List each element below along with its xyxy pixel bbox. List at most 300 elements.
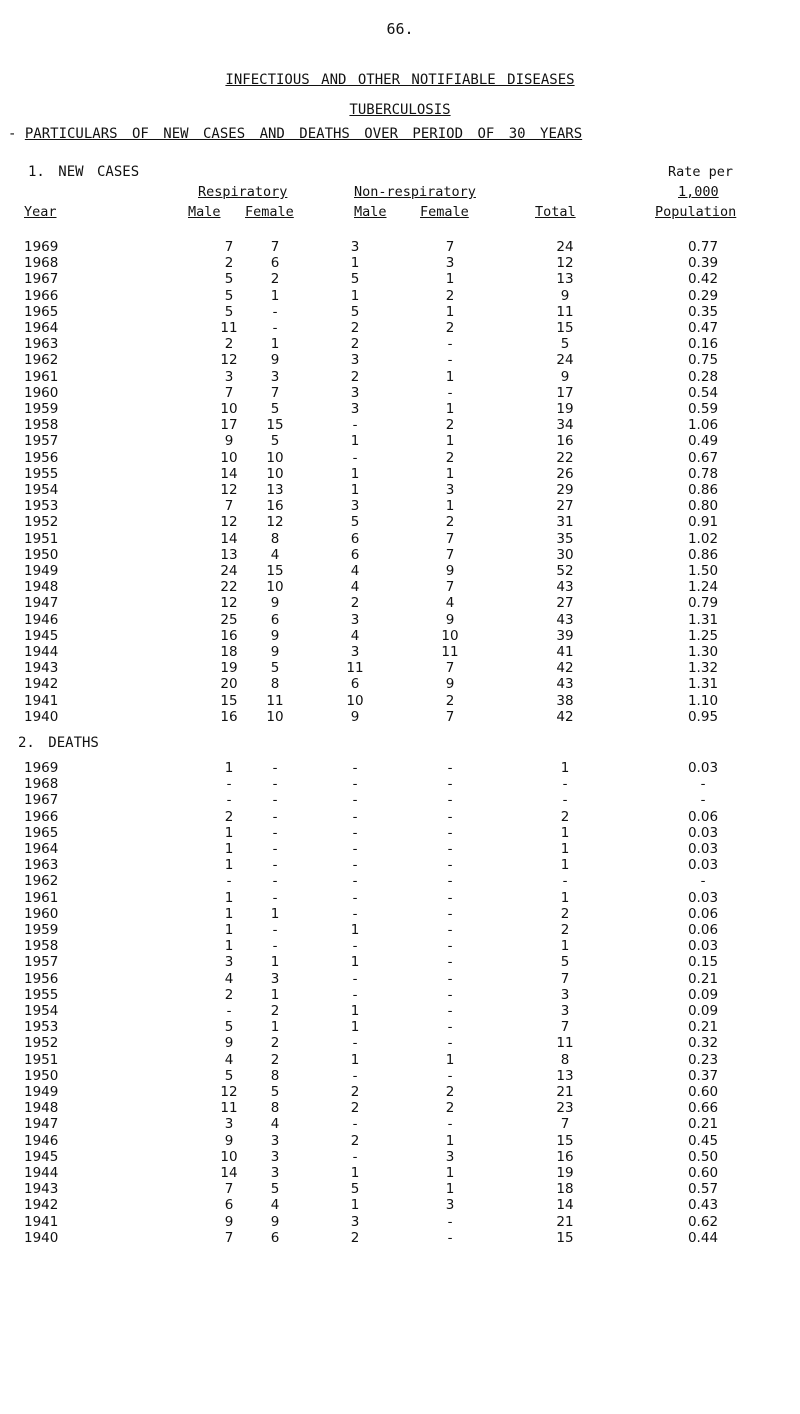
respiratory-male-cell: 19 <box>220 660 238 677</box>
rate-cell: 0.45 <box>687 1132 719 1149</box>
rate-cell: 0.42 <box>687 271 719 288</box>
year-cell: 1966 <box>24 287 59 304</box>
respiratory-female-cell: 13 <box>266 482 284 498</box>
deaths-row <box>0 825 800 841</box>
respiratory-female-cell: - <box>272 922 278 938</box>
non-respiratory-male-cell: 3 <box>350 1213 360 1230</box>
non-respiratory-male-cell: 9 <box>350 708 360 725</box>
new-cases-row <box>0 466 800 482</box>
rate-cell: 0.06 <box>687 905 719 922</box>
non-respiratory-male-cell: 3 <box>350 239 360 255</box>
non-respiratory-male-cell: 2 <box>350 320 360 336</box>
new-cases-row <box>0 271 800 287</box>
non-respiratory-female-cell: 2 <box>445 1084 455 1100</box>
rate-cell: 1.25 <box>687 627 719 644</box>
new-cases-row <box>0 563 800 579</box>
non-respiratory-female-cell: - <box>447 352 453 369</box>
non-respiratory-male-cell: - <box>352 905 358 922</box>
year-cell: 1948 <box>24 579 59 596</box>
respiratory-female-cell: 1 <box>270 905 280 922</box>
deaths-row <box>0 857 800 873</box>
rate-cell: 0.60 <box>687 1084 719 1100</box>
respiratory-male-cell: 10 <box>220 1148 238 1165</box>
deaths-row <box>0 1035 800 1051</box>
year-cell: 1948 <box>24 1100 59 1117</box>
new-cases-row <box>0 482 800 498</box>
rate-cell: 0.09 <box>687 986 719 1003</box>
respiratory-female-cell: 8 <box>270 530 280 547</box>
year-cell: 1949 <box>24 1084 59 1100</box>
deaths-row <box>0 922 800 938</box>
total-cell: 11 <box>556 1035 574 1052</box>
non-respiratory-female-cell: - <box>447 1229 453 1246</box>
year-cell: 1957 <box>24 433 59 450</box>
deaths-row <box>0 1133 800 1149</box>
deaths-row <box>0 971 800 987</box>
respiratory-male-cell: 22 <box>220 579 238 596</box>
non-respiratory-female-cell: 1 <box>445 303 455 320</box>
respiratory-female-cell: 9 <box>270 627 280 644</box>
respiratory-male-cell: 5 <box>224 1019 234 1036</box>
respiratory-male-cell: 10 <box>220 449 238 466</box>
non-respiratory-male-cell: 2 <box>350 1229 360 1246</box>
non-respiratory-female-cell: 7 <box>445 660 455 677</box>
non-respiratory-male-cell: 4 <box>350 627 360 644</box>
total-cell: 43 <box>556 611 574 628</box>
rate-cell: 0.59 <box>687 401 719 417</box>
total-cell: 11 <box>556 303 574 320</box>
new-cases-row <box>0 514 800 530</box>
total-header <box>535 204 576 220</box>
year-cell: 1940 <box>24 708 59 725</box>
non-respiratory-male-cell: 1 <box>350 922 360 938</box>
rate-header-line1: Rate per <box>668 164 734 180</box>
respiratory-male-cell: 18 <box>220 644 238 660</box>
year-cell: 1960 <box>24 384 59 401</box>
respiratory-female-cell: 10 <box>266 708 284 725</box>
non-respiratory-female-cell: - <box>447 986 453 1003</box>
respiratory-female-cell: 5 <box>270 433 280 450</box>
respiratory-female-cell: - <box>272 320 278 336</box>
non-respiratory-female-cell: 9 <box>445 563 455 579</box>
rate-header-line2 <box>678 184 719 200</box>
rate-cell: 0.03 <box>687 938 719 955</box>
total-cell: 1 <box>560 857 570 874</box>
respiratory-male-cell: 7 <box>224 1229 234 1246</box>
rate-cell: 0.32 <box>687 1035 719 1052</box>
year-cell: 1962 <box>24 352 59 369</box>
non-respiratory-female-cell: 7 <box>445 239 455 255</box>
respiratory-male-cell: 15 <box>220 692 238 709</box>
year-cell: 1963 <box>24 857 59 874</box>
page-number: 66. <box>386 20 414 38</box>
year-cell: 1946 <box>24 611 59 628</box>
total-cell: 24 <box>556 352 574 369</box>
respiratory-male-cell: 14 <box>220 465 238 482</box>
non-respiratory-female-cell: 7 <box>445 530 455 547</box>
deaths-row <box>0 1003 800 1019</box>
year-cell: 1951 <box>24 530 59 547</box>
year-cell: 1967 <box>24 271 59 288</box>
deaths-row <box>0 792 800 808</box>
respiratory-male-cell: 2 <box>224 336 234 353</box>
respiratory-header-text: Respiratory <box>198 184 288 200</box>
total-cell: 3 <box>560 986 570 1003</box>
total-cell: 16 <box>556 433 574 450</box>
respiratory-female-cell: - <box>272 873 278 890</box>
year-cell: 1964 <box>24 320 59 336</box>
non-respiratory-male-cell: 1 <box>350 482 360 498</box>
year-cell: 1965 <box>24 303 59 320</box>
non-respiratory-male-cell: 1 <box>350 255 360 272</box>
respiratory-female-cell: - <box>272 792 278 809</box>
year-cell: 1956 <box>24 970 59 987</box>
deaths-row <box>0 1084 800 1100</box>
respiratory-male-cell: 3 <box>224 368 234 385</box>
total-cell: 38 <box>556 692 574 709</box>
total-cell: 7 <box>560 970 570 987</box>
respiratory-female-cell: - <box>272 889 278 906</box>
respiratory-female-cell: 4 <box>270 1116 280 1133</box>
total-cell: 39 <box>556 627 574 644</box>
table-heading-text: PARTICULARS OF NEW CASES AND DEATHS OVER PERIOD OF 30 YEARS <box>24 126 583 142</box>
total-cell: 21 <box>556 1213 574 1230</box>
deaths-row <box>0 1019 800 1035</box>
total-cell: 15 <box>556 320 574 336</box>
non-respiratory-male-cell: 5 <box>350 303 360 320</box>
total-cell: 43 <box>556 676 574 693</box>
new-cases-row <box>0 693 800 709</box>
total-cell: 34 <box>556 417 574 434</box>
rate-cell: 0.03 <box>687 760 719 776</box>
deaths-row <box>0 776 800 792</box>
total-cell: 17 <box>556 384 574 401</box>
year-cell: 1968 <box>24 255 59 272</box>
non-respiratory-male-cell: 2 <box>350 1132 360 1149</box>
respiratory-female-cell: 5 <box>270 660 280 677</box>
new-cases-row <box>0 304 800 320</box>
total-cell: 41 <box>556 644 574 660</box>
new-cases-row <box>0 433 800 449</box>
respiratory-male-cell: 5 <box>224 303 234 320</box>
total-cell: 19 <box>556 401 574 417</box>
rate-cell: 0.06 <box>687 808 719 825</box>
respiratory-female-cell: - <box>272 760 278 776</box>
respiratory-female-cell: - <box>272 938 278 955</box>
non-respiratory-female-cell: - <box>447 808 453 825</box>
respiratory-male-cell: 4 <box>224 970 234 987</box>
non-respiratory-female-cell: 1 <box>445 465 455 482</box>
document-title <box>0 72 800 88</box>
non-respiratory-male-cell: 1 <box>350 433 360 450</box>
year-cell: 1958 <box>24 417 59 434</box>
total-cell: 2 <box>560 905 570 922</box>
respiratory-female-cell: 1 <box>270 954 280 971</box>
respiratory-male-cell: 5 <box>224 271 234 288</box>
respiratory-header <box>198 184 287 200</box>
total-cell: 42 <box>556 708 574 725</box>
year-cell: 1951 <box>24 1051 59 1068</box>
non-respiratory-male-cell: 5 <box>350 1181 360 1198</box>
respiratory-male-cell: 1 <box>224 905 234 922</box>
respiratory-female-cell: 5 <box>270 401 280 417</box>
respiratory-male-cell: 12 <box>220 595 238 612</box>
year-cell: 1943 <box>24 1181 59 1198</box>
rate-cell: 0.91 <box>687 514 719 531</box>
rate-cell: 0.54 <box>687 384 719 401</box>
new-cases-row <box>0 288 800 304</box>
non-respiratory-male-cell: 5 <box>350 271 360 288</box>
year-cell: 1947 <box>24 1116 59 1133</box>
respiratory-male-cell: 20 <box>220 676 238 693</box>
deaths-row <box>0 809 800 825</box>
rate-cell: 0.09 <box>687 1003 719 1019</box>
year-cell: 1945 <box>24 627 59 644</box>
respiratory-female-header <box>245 204 294 220</box>
non-respiratory-male-cell: - <box>352 1067 358 1084</box>
non-respiratory-female-cell: - <box>447 841 453 857</box>
non-respiratory-female-cell: 3 <box>445 1197 455 1214</box>
year-cell: 1957 <box>24 954 59 971</box>
non-respiratory-male-cell: 5 <box>350 514 360 531</box>
non-respiratory-female-cell: 2 <box>445 417 455 434</box>
total-cell: - <box>562 792 568 809</box>
respiratory-male-cell: 1 <box>224 760 234 776</box>
non-respiratory-female-cell: - <box>447 922 453 938</box>
total-cell: 9 <box>560 287 570 304</box>
year-header <box>24 204 57 220</box>
non-respiratory-male-header-text: Male <box>354 204 387 220</box>
respiratory-female-cell: 3 <box>270 1132 280 1149</box>
non-respiratory-male-cell: 1 <box>350 465 360 482</box>
respiratory-male-cell: 3 <box>224 954 234 971</box>
deaths-row <box>0 1149 800 1165</box>
respiratory-female-cell: 9 <box>270 1213 280 1230</box>
respiratory-male-cell: 2 <box>224 986 234 1003</box>
respiratory-male-cell: 1 <box>224 922 234 938</box>
new-cases-row <box>0 320 800 336</box>
deaths-row <box>0 1214 800 1230</box>
respiratory-female-cell: - <box>272 303 278 320</box>
total-cell: 1 <box>560 824 570 841</box>
non-respiratory-male-cell: - <box>352 417 358 434</box>
rate-cell: 0.03 <box>687 889 719 906</box>
respiratory-female-cell: - <box>272 857 278 874</box>
respiratory-female-cell: 1 <box>270 986 280 1003</box>
deaths-row <box>0 954 800 970</box>
rate-cell: 0.28 <box>687 368 719 385</box>
rate-header-line3 <box>655 204 736 220</box>
table-heading: - PARTICULARS OF NEW CASES AND DEATHS OVER PERIOD OF 30 YEARS <box>8 126 583 142</box>
total-cell: 9 <box>560 368 570 385</box>
respiratory-male-cell: 1 <box>224 889 234 906</box>
non-respiratory-female-cell: 2 <box>445 287 455 304</box>
year-cell: 1955 <box>24 465 59 482</box>
respiratory-male-cell: 1 <box>224 824 234 841</box>
respiratory-male-cell: 7 <box>224 384 234 401</box>
non-respiratory-male-cell: - <box>352 938 358 955</box>
new-cases-row <box>0 628 800 644</box>
non-respiratory-male-cell: - <box>352 970 358 987</box>
non-respiratory-male-cell: 1 <box>350 287 360 304</box>
total-header-text: Total <box>535 204 576 220</box>
non-respiratory-female-cell: - <box>447 1035 453 1052</box>
new-cases-row <box>0 595 800 611</box>
total-cell: 30 <box>556 546 574 563</box>
deaths-row <box>0 760 800 776</box>
non-respiratory-male-cell: - <box>352 449 358 466</box>
year-cell: 1965 <box>24 824 59 841</box>
non-respiratory-female-cell: 3 <box>445 1148 455 1165</box>
respiratory-male-cell: 12 <box>220 352 238 369</box>
new-cases-row <box>0 401 800 417</box>
year-cell: 1955 <box>24 986 59 1003</box>
non-respiratory-male-cell: 4 <box>350 563 360 579</box>
total-cell: 15 <box>556 1229 574 1246</box>
non-respiratory-male-cell: 6 <box>350 546 360 563</box>
respiratory-female-cell: 5 <box>270 1084 280 1100</box>
non-respiratory-male-cell: - <box>352 986 358 1003</box>
respiratory-male-cell: 16 <box>220 708 238 725</box>
rate-cell: 0.79 <box>687 595 719 612</box>
non-respiratory-female-cell: 2 <box>445 449 455 466</box>
non-respiratory-male-cell: 2 <box>350 1100 360 1117</box>
respiratory-female-cell: 11 <box>266 692 284 709</box>
respiratory-female-cell: 8 <box>270 1100 280 1117</box>
total-cell: 5 <box>560 336 570 353</box>
year-cell: 1967 <box>24 792 59 809</box>
respiratory-male-cell: 12 <box>220 482 238 498</box>
new-cases-row <box>0 644 800 660</box>
year-cell: 1954 <box>24 482 59 498</box>
year-cell: 1959 <box>24 401 59 417</box>
respiratory-male-cell: 1 <box>224 857 234 874</box>
year-cell: 1961 <box>24 889 59 906</box>
non-respiratory-female-cell: 2 <box>445 320 455 336</box>
document-title-text: INFECTIOUS AND OTHER NOTIFIABLE DISEASES <box>225 72 575 88</box>
non-respiratory-male-cell: - <box>352 1116 358 1133</box>
rate-cell: - <box>700 792 706 809</box>
rate-cell: 0.49 <box>687 433 719 450</box>
non-respiratory-female-cell: - <box>447 760 453 776</box>
respiratory-female-cell: - <box>272 808 278 825</box>
respiratory-female-cell: 8 <box>270 1067 280 1084</box>
respiratory-female-cell: 16 <box>266 498 284 515</box>
total-cell: 12 <box>556 255 574 272</box>
year-cell: 1964 <box>24 841 59 857</box>
total-cell: 1 <box>560 938 570 955</box>
year-cell: 1954 <box>24 1003 59 1019</box>
respiratory-male-cell: 6 <box>224 1197 234 1214</box>
rate-cell: 0.67 <box>687 449 719 466</box>
rate-cell: 0.75 <box>687 352 719 369</box>
respiratory-female-cell: - <box>272 776 278 793</box>
respiratory-male-cell: 7 <box>224 239 234 255</box>
year-cell: 1956 <box>24 449 59 466</box>
year-cell: 1960 <box>24 905 59 922</box>
non-respiratory-male-cell: 1 <box>350 1019 360 1036</box>
non-respiratory-male-cell: 1 <box>350 1197 360 1214</box>
respiratory-male-cell: 1 <box>224 841 234 857</box>
rate-cell: 1.32 <box>687 660 719 677</box>
rate-cell: 1.10 <box>687 692 719 709</box>
deaths-row <box>0 1100 800 1116</box>
total-cell: 7 <box>560 1019 570 1036</box>
deaths-row <box>0 841 800 857</box>
non-respiratory-female-cell: - <box>447 776 453 793</box>
respiratory-female-cell: 9 <box>270 595 280 612</box>
respiratory-male-cell: - <box>226 1003 232 1019</box>
respiratory-male-cell: 14 <box>220 530 238 547</box>
non-respiratory-male-cell: 10 <box>346 692 364 709</box>
rate-cell: 0.47 <box>687 320 719 336</box>
year-cell: 1944 <box>24 644 59 660</box>
non-respiratory-male-cell: 3 <box>350 401 360 417</box>
respiratory-female-cell: 6 <box>270 1229 280 1246</box>
rate-cell: 0.39 <box>687 255 719 272</box>
deaths-row <box>0 1165 800 1181</box>
deaths-row <box>0 906 800 922</box>
rate-cell: 0.21 <box>687 970 719 987</box>
non-respiratory-female-cell: - <box>447 792 453 809</box>
respiratory-male-cell: 5 <box>224 1067 234 1084</box>
new-cases-row <box>0 498 800 514</box>
total-cell: 19 <box>556 1165 574 1181</box>
non-respiratory-header <box>354 184 476 200</box>
non-respiratory-male-cell: 2 <box>350 595 360 612</box>
year-cell: 1942 <box>24 676 59 693</box>
year-cell: 1953 <box>24 498 59 515</box>
respiratory-female-cell: 15 <box>266 417 284 434</box>
rate-cell: 0.29 <box>687 287 719 304</box>
respiratory-male-cell: 17 <box>220 417 238 434</box>
respiratory-female-cell: 9 <box>270 352 280 369</box>
non-respiratory-female-cell: 1 <box>445 1181 455 1198</box>
non-respiratory-female-cell: 9 <box>445 676 455 693</box>
respiratory-female-cell: 7 <box>270 384 280 401</box>
respiratory-male-header-text: Male <box>188 204 221 220</box>
non-respiratory-female-cell: 7 <box>445 708 455 725</box>
non-respiratory-header-text: Non-respiratory <box>354 184 476 200</box>
rate-cell: 1.31 <box>687 676 719 693</box>
non-respiratory-male-cell: 6 <box>350 676 360 693</box>
deaths-row <box>0 938 800 954</box>
non-respiratory-female-cell: 1 <box>445 433 455 450</box>
rate-cell: 0.16 <box>687 336 719 353</box>
non-respiratory-female-cell: 1 <box>445 1132 455 1149</box>
respiratory-female-cell: 3 <box>270 1148 280 1165</box>
section-new-cases-label: 1. NEW CASES <box>28 164 140 180</box>
respiratory-female-cell: 3 <box>270 1165 280 1181</box>
rate-cell: 0.35 <box>687 303 719 320</box>
respiratory-female-cell: 5 <box>270 1181 280 1198</box>
rate-cell: 1.30 <box>687 644 719 660</box>
new-cases-row <box>0 255 800 271</box>
non-respiratory-male-cell: 1 <box>350 954 360 971</box>
rate-cell: 0.15 <box>687 954 719 971</box>
total-cell: 52 <box>556 563 574 579</box>
total-cell: 15 <box>556 1132 574 1149</box>
non-respiratory-female-cell: 2 <box>445 692 455 709</box>
rate-cell: 0.37 <box>687 1067 719 1084</box>
respiratory-male-cell: - <box>226 873 232 890</box>
non-respiratory-female-cell: - <box>447 384 453 401</box>
respiratory-female-cell: 1 <box>270 336 280 353</box>
deaths-row <box>0 1197 800 1213</box>
total-cell: 16 <box>556 1148 574 1165</box>
year-cell: 1950 <box>24 1067 59 1084</box>
non-respiratory-male-cell: - <box>352 857 358 874</box>
